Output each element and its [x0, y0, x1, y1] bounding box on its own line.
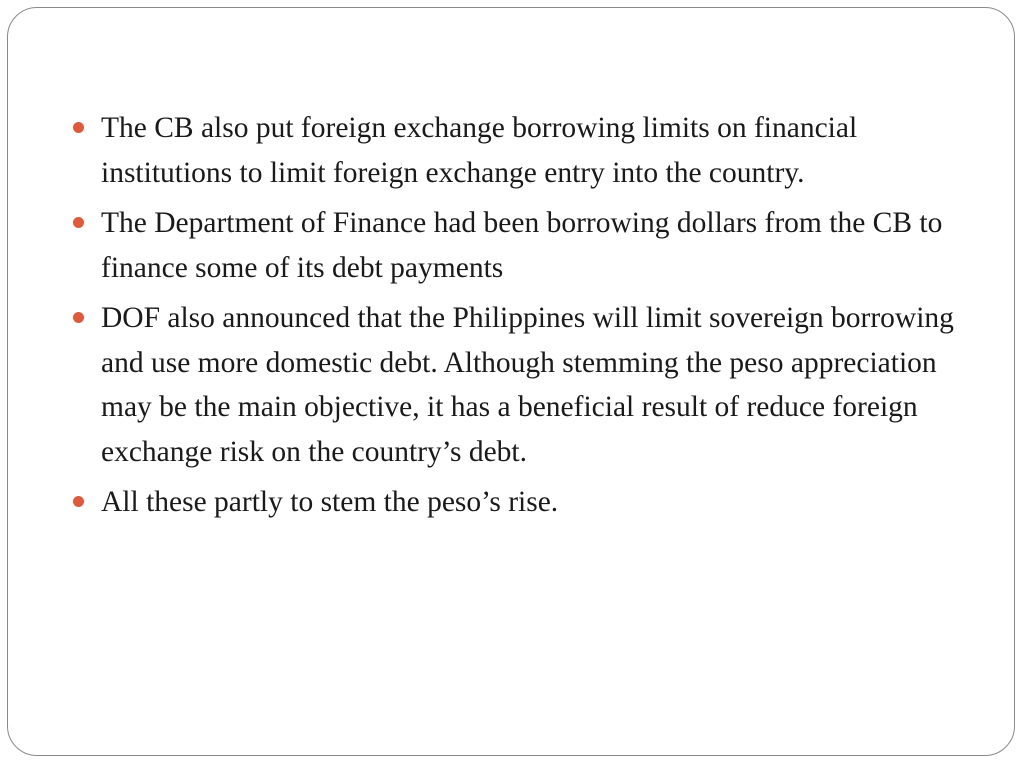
- bullet-text: The CB also put foreign exchange borrowing limits on financial institutions to limit foreign exchange entry into the country.: [101, 112, 858, 189]
- bullet-text: All these partly to stem the peso’s rise.: [101, 486, 559, 518]
- bullet-item: [72, 296, 972, 474]
- bullet-list: [72, 106, 972, 531]
- bullet-item: [72, 106, 972, 195]
- bullet-item: [72, 201, 972, 290]
- slide-frame: [7, 7, 1015, 756]
- bullet-dot-icon: [73, 122, 84, 133]
- bullet-text: The Department of Finance had been borrowing dollars from the CB to finance some of its debt payments: [101, 207, 943, 284]
- bullet-dot-icon: [73, 217, 84, 228]
- bullet-dot-icon: [73, 496, 84, 507]
- bullet-dot-icon: [73, 312, 84, 323]
- bullet-text: DOF also announced that the Philippines will limit sovereign borrowing and use more domestic debt. Although stemming the peso appreciation may be the main objective, it has a beneficial result of reduce foreign exchange risk on the country’s debt.: [101, 302, 954, 468]
- bullet-item: [72, 480, 972, 525]
